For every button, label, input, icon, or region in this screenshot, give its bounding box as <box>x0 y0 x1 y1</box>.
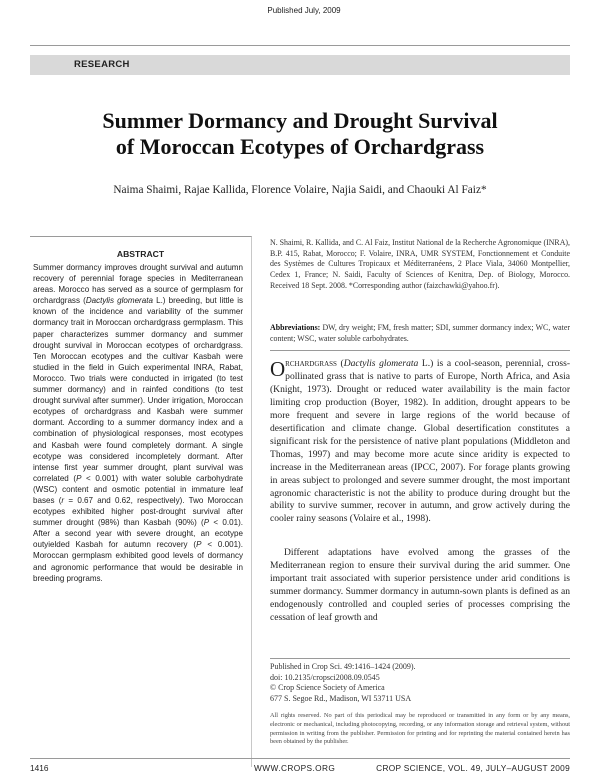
abstract-part: Summer dormancy improves drought survival and autumn recovery of perennial forage species in Mediterranean areas. Morocco has served as a source of germplasm for orchardgrass ( <box>33 263 243 306</box>
header-divider <box>30 45 570 46</box>
drop-cap: O <box>270 357 286 381</box>
section-label: RESEARCH <box>74 59 130 70</box>
publication-divider <box>270 658 570 659</box>
rights-statement: All rights reserved. No part of this periodical may be reproduced or transmitted in any form or by any means, electronic or mechanical, including photocopying, recording, or any information storage and retrieval system, without permission in writing from the publisher. Permission for printing and for reprinting the material contained herein has been obtained by the publisher. <box>270 712 570 746</box>
citation: Published in Crop Sci. 49:1416–1424 (2009). <box>270 662 416 671</box>
abbreviations-divider <box>270 350 570 351</box>
author-list: Naima Shaimi, Rajae Kallida, Florence Volaire, Najia Saidi, and Chaouki Al Faiz* <box>113 184 487 196</box>
stat-symbol: r <box>61 495 65 505</box>
title-line-1: Summer Dormancy and Drought Survival <box>102 108 498 133</box>
publication-info <box>270 662 570 704</box>
lead-word: rchardgrass <box>285 358 337 369</box>
abbreviations <box>270 323 570 344</box>
intro-paragraph-1 <box>270 358 570 526</box>
author-affiliations: N. Shaimi, R. Kallida, and C. Al Faiz, Institut National de la Recherche Agronomique (INRA), B.P. 415, Rabat, Morocco; F. Volaire, INRA, UMR SYSTEM, Fonctionnement et Conduite des Systèmes de Cultures Tropicaux et Méditerranéens, 2 Place Viala, 34060 Montpellier, Cedex 1, France; N. Saidi, Faculty of Sciences of Kenitra, Dep. of Biology, Morocco. Received 18 Sept. 2008. *Corresponding author (faizchawki@yahoo.fr). <box>270 238 570 290</box>
species-name: Dactylis glomerata <box>343 358 419 369</box>
abstract-part: = 0.67 and 0.62, respectively). Two Moroccan ecotypes exhibited higher post-drought survival after summer drought (98%) than Kasbah (90%) ( <box>33 495 243 528</box>
publisher-address: 677 S. Segoe Rd., Madison, WI 53711 USA <box>270 693 412 703</box>
abbreviations-label: Abbreviations: <box>270 323 321 332</box>
species-name: Dactylis glomerata <box>85 296 153 306</box>
abstract-part: < 0.01). After a second year with severe drought, an ecotype outyielded Kasbah for autumn recovery ( <box>33 518 243 550</box>
body-part: L.) is a cool-season, perennial, cross-pollinated grass that is native to parts of Europe, North Africa, and Asia (Knight, 1973). Drought or reduced water availability is the main factor limiting crop production (Boyer, 1982). In addition, drought appears to be more frequent and severe in large regions of the world because of desertification and climate change. Global desertification constitutes a significant risk for the persistence of native plant populations (Middleton and Thomas, 1997) and may become more acute since aridity is expected to increase in the Mediterranean areas (IPCC, 2007). For forage plants growing in areas subject to prolonged and severe summer drought, the most important agronomic characteristic is not the ability to produce during drought but the ability to survive summer, recover in autumn, and grow actively during the cooler rainy seasons (Volaire et al., 1998). <box>270 358 570 525</box>
copyright: © Crop Science Society of America <box>270 683 385 693</box>
abstract-text <box>33 262 243 584</box>
stat-symbol: P <box>76 473 82 483</box>
title-line-2: of Moroccan Ecotypes of Orchardgrass <box>115 134 485 159</box>
intro-paragraph-2: Different adaptations have evolved among the grasses of the Mediterranean region to ensure their survival during the arid summer. One important trait associated with superior persistence under arid conditions is summer dormancy. Summer dormancy in autumn-sown plants is defined as an endogenously controlled and coupled series of processes comprising the cessation of leaf growth and <box>270 547 570 623</box>
journal-website: WWW.CROPS.ORG <box>254 763 336 773</box>
abbreviations-text: DW, dry weight; FM, fresh matter; SDI, summer dormancy index; WC, water content; WSC, water soluble carbohydrates. <box>270 323 570 343</box>
abstract-part: < 0.001) with water soluble carbohydrate (WSC) content and osmotic potential in immature leaf bases ( <box>33 473 243 505</box>
doi: doi: 10.2135/cropsci2008.09.0545 <box>270 672 380 682</box>
journal-citation: CROP SCIENCE, VOL. 49, JULY–AUGUST 2009 <box>376 763 570 773</box>
page-number: 1416 <box>30 763 49 773</box>
article-title <box>40 108 560 160</box>
section-band <box>30 55 570 75</box>
abstract-part: < 0.001). Moroccan germplasm exhibited good levels of dormancy and agronomic performance that would be desirable in breeding programs. <box>33 540 243 583</box>
stat-symbol: P <box>203 518 210 528</box>
body-part: ( <box>336 358 344 369</box>
abstract-heading: ABSTRACT <box>116 249 165 259</box>
abstract-part: L.) breeding, but little is known of the incidence and variability of the summer dormancy trait in Moroccan orchardgrass germplasm. This paper characterizes summer dormancy and summer drought survival in Moroccan ecotypes of orchardgrass. Ten Moroccan ecotypes and the cultivar Kasbah were studied in the field in Guich experimental INRA, Rabat, Morocco. Two trials were conducted in irrigated (to test summer dormancy) and in rainfed conditions (to test drought survival after summer). Under irrigation, Moroccan ecotypes of orchardgrass and Kasbah were summer dormant. According to a summer dormancy index and a combination of physiological responses, most ecotypes and Kasbah were found completely dormant. A single ecotype was considered incompletely dormant. After intense first year summer drought, plant survival was correlated ( <box>33 296 244 483</box>
published-date: Published July, 2009 <box>267 6 341 15</box>
footer-divider <box>30 758 570 759</box>
stat-symbol: P <box>196 540 202 550</box>
